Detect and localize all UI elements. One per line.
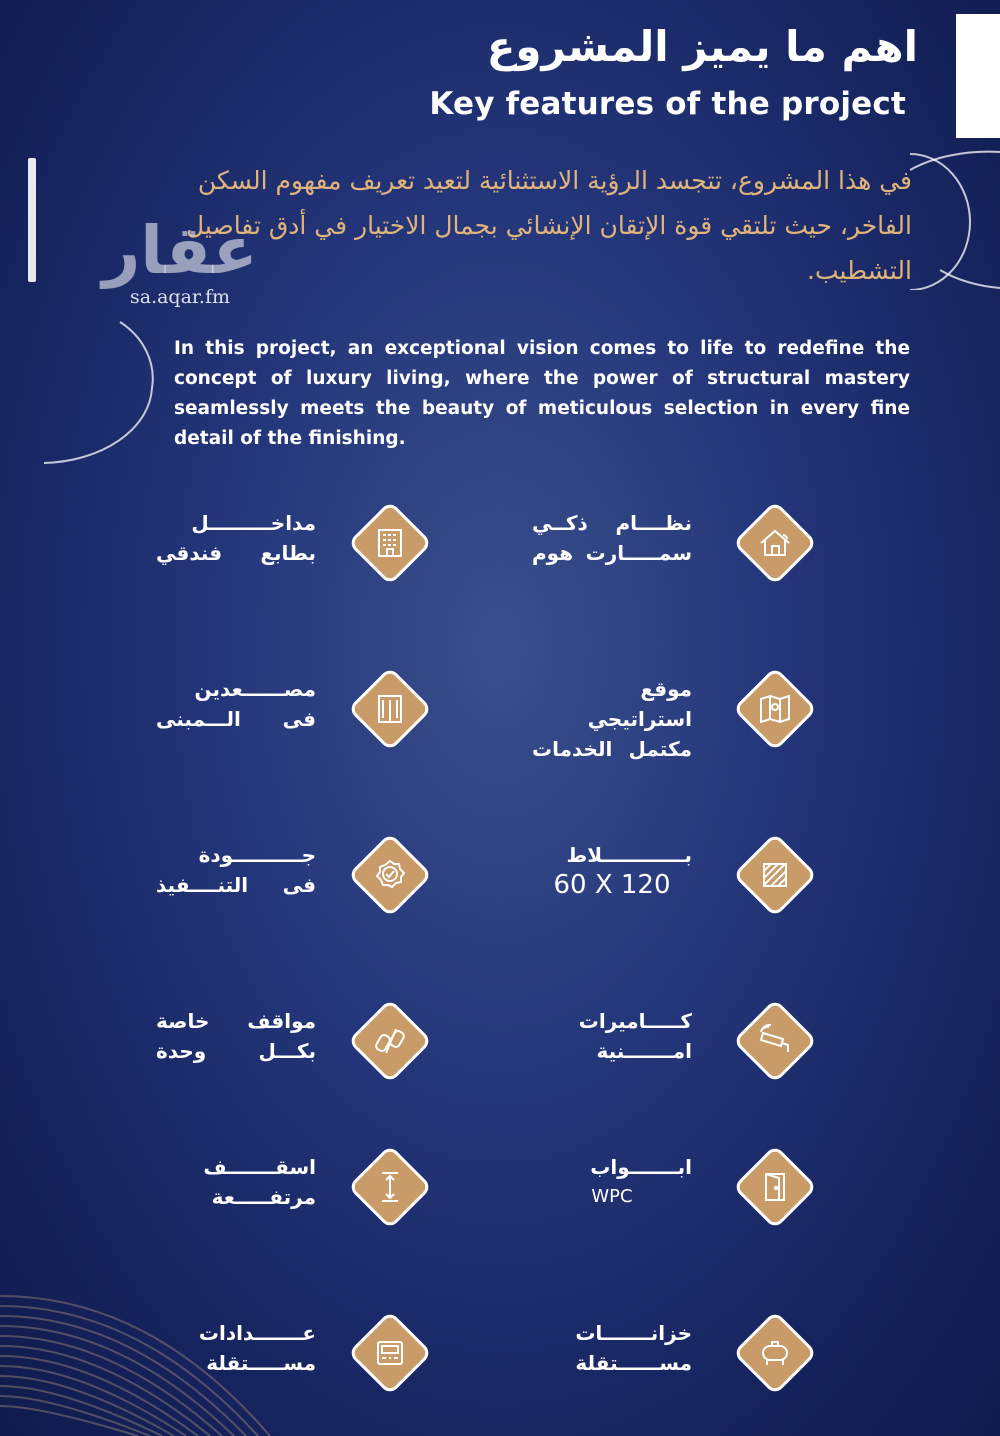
tiles-icon: [755, 855, 795, 895]
watermark-url: sa.aqar.fm: [129, 286, 231, 308]
feature-high-ceilings: اسقـــــــف مرتفـــــعة: [156, 1144, 616, 1234]
watermark: [100, 212, 260, 308]
hotel-building-icon: [370, 523, 410, 563]
feature-hotel-entrances: مداخـــــــــل بطابع فندقي: [156, 500, 616, 590]
high-ceiling-icon: [370, 1167, 410, 1207]
intro-arabic: في هذا المشروع، تتجسد الرؤية الاستثنائية لتعيد تعريف مفهوم السكن الفاخر، حيث تلتقي قوة الإتقان الإنشائي بجمال الاختيار في أدق تفاصيل التشطيب.: [185, 166, 912, 285]
feature-independent-meters: عـــــــدادات مســـــتقلة: [156, 1310, 616, 1400]
feature-smart-home: نظــــام ذكــي سمـــــارت هوم: [532, 500, 992, 590]
quality-badge-icon: [370, 855, 410, 895]
electric-meter-icon: [370, 1333, 410, 1373]
map-location-icon: [755, 689, 795, 729]
smart-home-icon: [755, 523, 795, 563]
decorative-arc-left: [40, 318, 170, 468]
feature-quality: جــــــــــودة فى التنــــفيذ: [156, 832, 616, 922]
left-accent-bar: [28, 158, 36, 282]
elevator-icon: [370, 689, 410, 729]
watermark-logo: عقار: [102, 212, 258, 289]
corner-tab: [956, 14, 1000, 138]
feature-wpc-doors: ابـــــــواب WPC: [532, 1144, 992, 1234]
parking-icon: [370, 1021, 410, 1061]
feature-strategic-location: موقع استراتيجي مكتمل الخدمات: [532, 666, 992, 756]
water-tank-icon: [755, 1333, 795, 1373]
security-camera-icon: [755, 1021, 795, 1061]
title-arabic: اهم ما يميز المشروع: [486, 22, 918, 71]
feature-security-cameras: كـــــاميرات امـــــــنية: [532, 998, 992, 1088]
feature-tiles: بــــــــــــلاط 60 X 120: [532, 832, 992, 922]
intro-english: In this project, an exceptional vision comes to life to redefine the concept of luxury living, where the power of structural mastery seamlessly meets the beauty of meticulous selection in every fine detail of the finishing.: [174, 338, 910, 449]
door-icon: [755, 1167, 795, 1207]
feature-elevators: مصــــــعدين فى الـــمبنى: [156, 666, 616, 756]
feature-independent-tanks: خزانـــــــات مســــــتقلة: [532, 1310, 992, 1400]
title-english: Key features of the project: [429, 86, 906, 122]
feature-private-parking: مواقف خاصة بكـــل وحدة: [156, 998, 616, 1088]
